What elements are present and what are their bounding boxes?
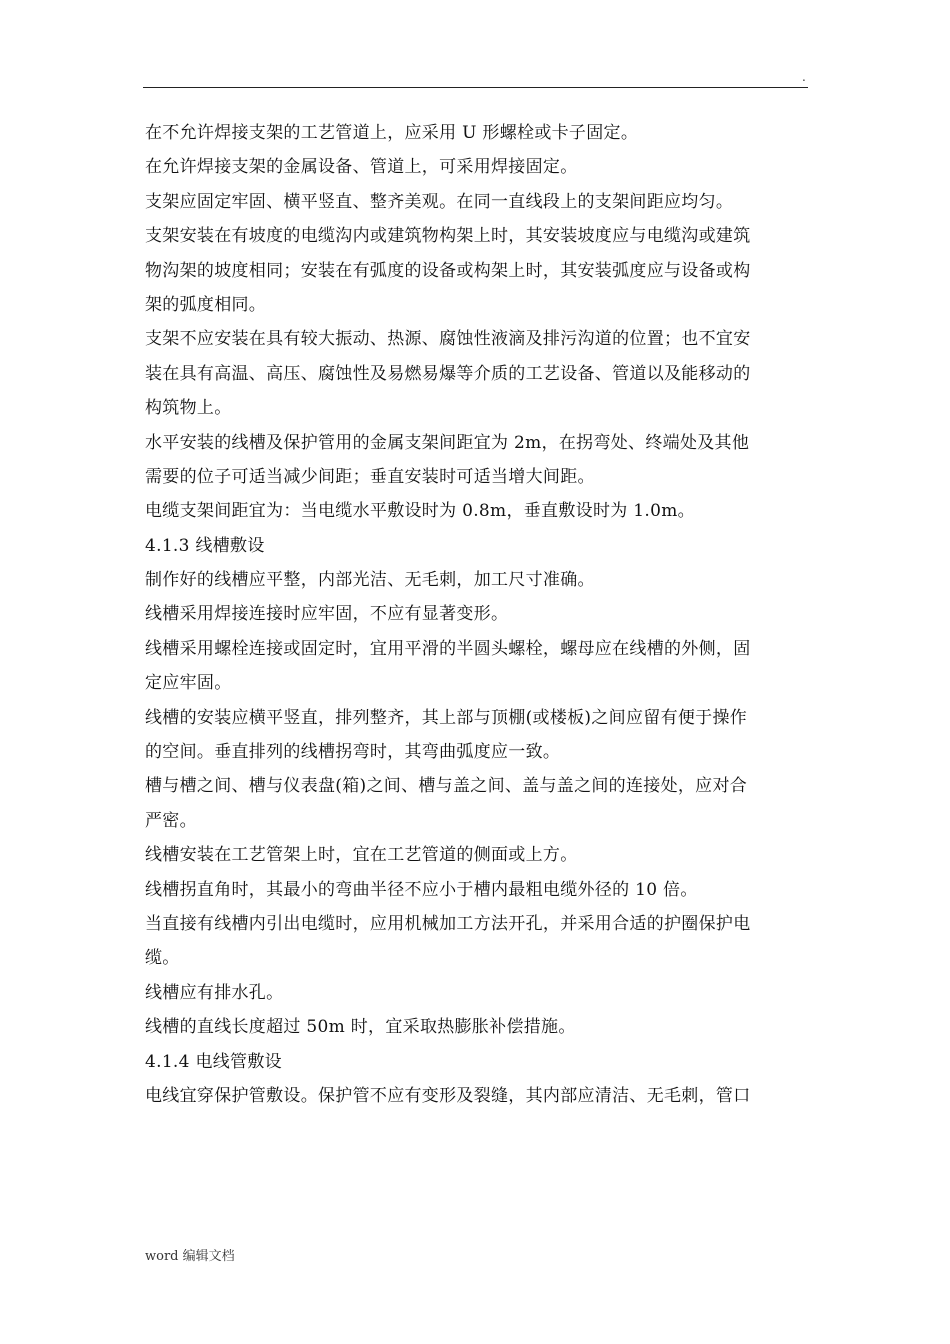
text-line: 在不允许焊接支架的工艺管道上，应采用 U 形螺栓或卡子固定。 xyxy=(145,123,639,143)
text-line: 制作好的线槽应平整，内部光洁、无毛刺，加工尺寸准确。 xyxy=(145,570,595,591)
text-line: 定应牢固。 xyxy=(145,673,232,694)
text-line: 严密。 xyxy=(145,810,197,831)
page-footer: word 编辑文档 xyxy=(145,1249,235,1264)
text-line: 4.1.4 电线管敷设 xyxy=(145,1051,282,1072)
text-line: 电线宜穿保护管敷设。保护管不应有变形及裂缝，其内部应清洁、无毛刺，管口 xyxy=(145,1085,751,1106)
text-line: 构筑物上。 xyxy=(145,398,232,419)
header-rule xyxy=(143,87,808,88)
text-line: 线槽的安装应横平竖直，排列整齐，其上部与顶棚(或楼板)之间应留有便于操作 xyxy=(145,707,748,728)
text-line: 的空间。垂直排列的线槽拐弯时，其弯曲弧度应一致。 xyxy=(145,742,561,763)
text-line: 支架不应安装在具有较大振动、热源、腐蚀性液滴及排污沟道的位置；也不宜安 xyxy=(145,329,751,350)
text-line: 缆。 xyxy=(145,948,180,969)
text-line: 4.1.3 线槽敷设 xyxy=(145,535,265,556)
text-line: 需要的位子可适当减少间距；垂直安装时可适当增大间距。 xyxy=(145,466,595,487)
text-line: 架的弧度相同。 xyxy=(145,294,267,315)
text-line: 线槽拐直角时，其最小的弯曲半径不应小于槽内最粗电缆外径的 10 倍。 xyxy=(145,879,698,900)
text-line: 线槽采用焊接连接时应牢固，不应有显著变形。 xyxy=(145,604,509,625)
text-line: 线槽安装在工艺管架上时，宜在工艺管道的侧面或上方。 xyxy=(145,845,578,866)
text-line: 槽与槽之间、槽与仪表盘(箱)之间、槽与盖之间、盖与盖之间的连接处，应对合 xyxy=(145,776,748,797)
text-line: 物沟架的坡度相同；安装在有弧度的设备或构架上时，其安装弧度应与设备或构 xyxy=(145,260,751,281)
text-line: 水平安装的线槽及保护管用的金属支架间距宜为 2m，在拐弯处、终端处及其他 xyxy=(145,432,750,453)
text-line: 当直接有线槽内引出电缆时，应用机械加工方法开孔，并采用合适的护圈保护电 xyxy=(145,913,751,934)
text-line: 线槽的直线长度超过 50m 时，宜采取热膨胀补偿措施。 xyxy=(145,1017,576,1038)
document-body xyxy=(145,116,813,1113)
text-line: 支架应固定牢固、横平竖直、整齐美观。在同一直线段上的支架间距应均匀。 xyxy=(145,191,734,212)
text-line: 支架安装在有坡度的电缆沟内或建筑物构架上时，其安装坡度应与电缆沟或建筑 xyxy=(145,226,751,247)
text-line: 线槽应有排水孔。 xyxy=(145,982,284,1003)
text-line: 电缆支架间距宜为：当电缆水平敷设时为 0.8m，垂直敷设时为 1.0m。 xyxy=(145,501,695,522)
text-line: 线槽采用螺栓连接或固定时，宜用平滑的半圆头螺栓，螺母应在线槽的外侧，固 xyxy=(145,638,751,659)
header-marker: . xyxy=(802,70,806,84)
text-line: 在允许焊接支架的金属设备、管道上，可采用焊接固定。 xyxy=(145,157,578,178)
text-line: 装在具有高温、高压、腐蚀性及易燃易爆等介质的工艺设备、管道以及能移动的 xyxy=(145,363,751,384)
